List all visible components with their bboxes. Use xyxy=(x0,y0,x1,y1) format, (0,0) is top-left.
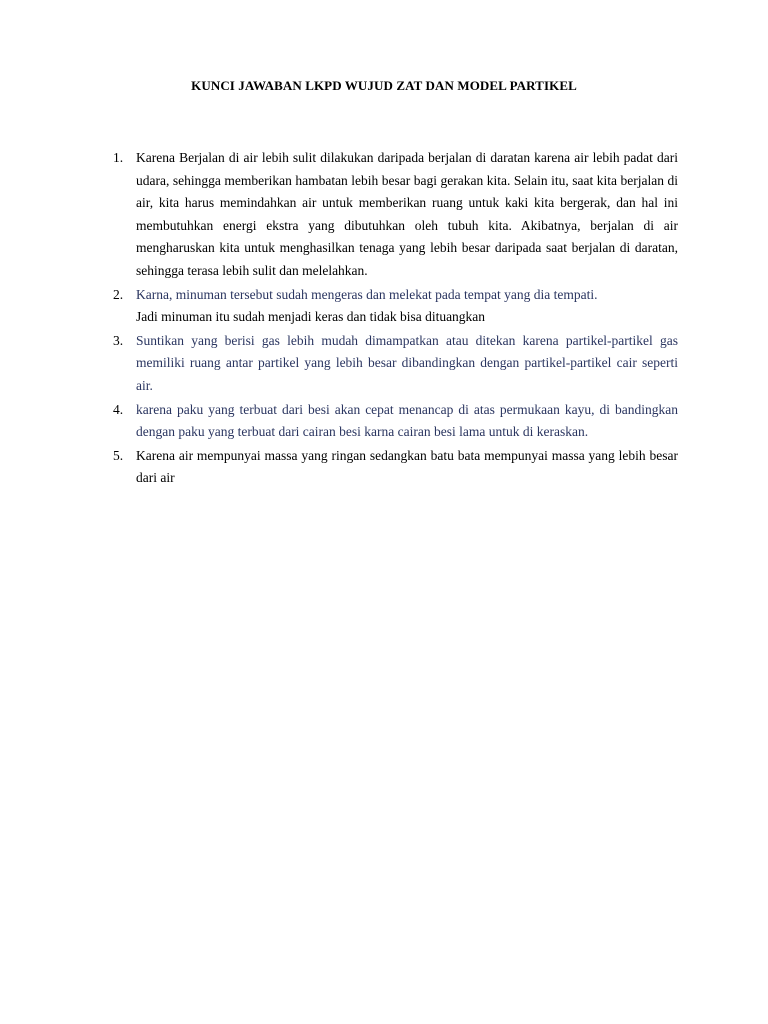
item-text: Karena air mempunyai massa yang ringan sedangkan batu bata mempunyai massa yang lebih besar dari air xyxy=(136,447,678,486)
list-item xyxy=(104,445,678,490)
item-text: Karena Berjalan di air lebih sulit dilakukan daripada berjalan di daratan karena air lebih padat dari udara, sehingga memberikan hambatan lebih besar bagi gerakan kita. Selain itu, saat kita berjalan di air, kita harus memindahkan air untuk memberikan ruang untuk kaki kita bergerak, dan hal ini membutuhkan energi ekstra yang dibutuhkan oleh tubuh kita. Akibatnya, berjalan di air mengharuskan kita untuk menghasilkan tenaga yang lebih besar daripada saat berjalan di daratan, sehingga terasa lebih sulit dan melelahkan. xyxy=(136,150,678,278)
item-number: 3. xyxy=(113,332,124,348)
list-item xyxy=(104,284,678,329)
list-item xyxy=(104,147,678,283)
item-text-part2: Jadi minuman itu sudah menjadi keras dan tidak bisa dituangkan xyxy=(136,309,486,325)
item-text xyxy=(136,284,678,329)
list-item xyxy=(104,399,678,444)
item-number: 4. xyxy=(113,401,124,417)
item-text: karena paku yang terbuat dari besi akan cepat menancap di atas permukaan kayu, di bandingkan dengan paku yang terbuat dari cairan besi karna cairan besi lama untuk di keraskan. xyxy=(136,401,678,440)
answer-list xyxy=(104,147,678,491)
item-number: 1. xyxy=(113,150,124,165)
list-item xyxy=(104,330,678,398)
item-text-part1: Karna, minuman tersebut sudah mengeras dan melekat pada tempat yang dia tempati. xyxy=(136,286,598,302)
item-text: Suntikan yang berisi gas lebih mudah dimampatkan atau ditekan karena partikel-partikel gas memiliki ruang antar partikel yang lebih besar dibandingkan dengan partikel-partikel cair seperti air. xyxy=(136,332,678,393)
item-number: 5. xyxy=(113,447,124,463)
document-title: KUNCI JAWABAN LKPD WUJUD ZAT DAN MODEL PARTIKEL xyxy=(191,78,577,93)
item-number: 2. xyxy=(113,286,124,302)
